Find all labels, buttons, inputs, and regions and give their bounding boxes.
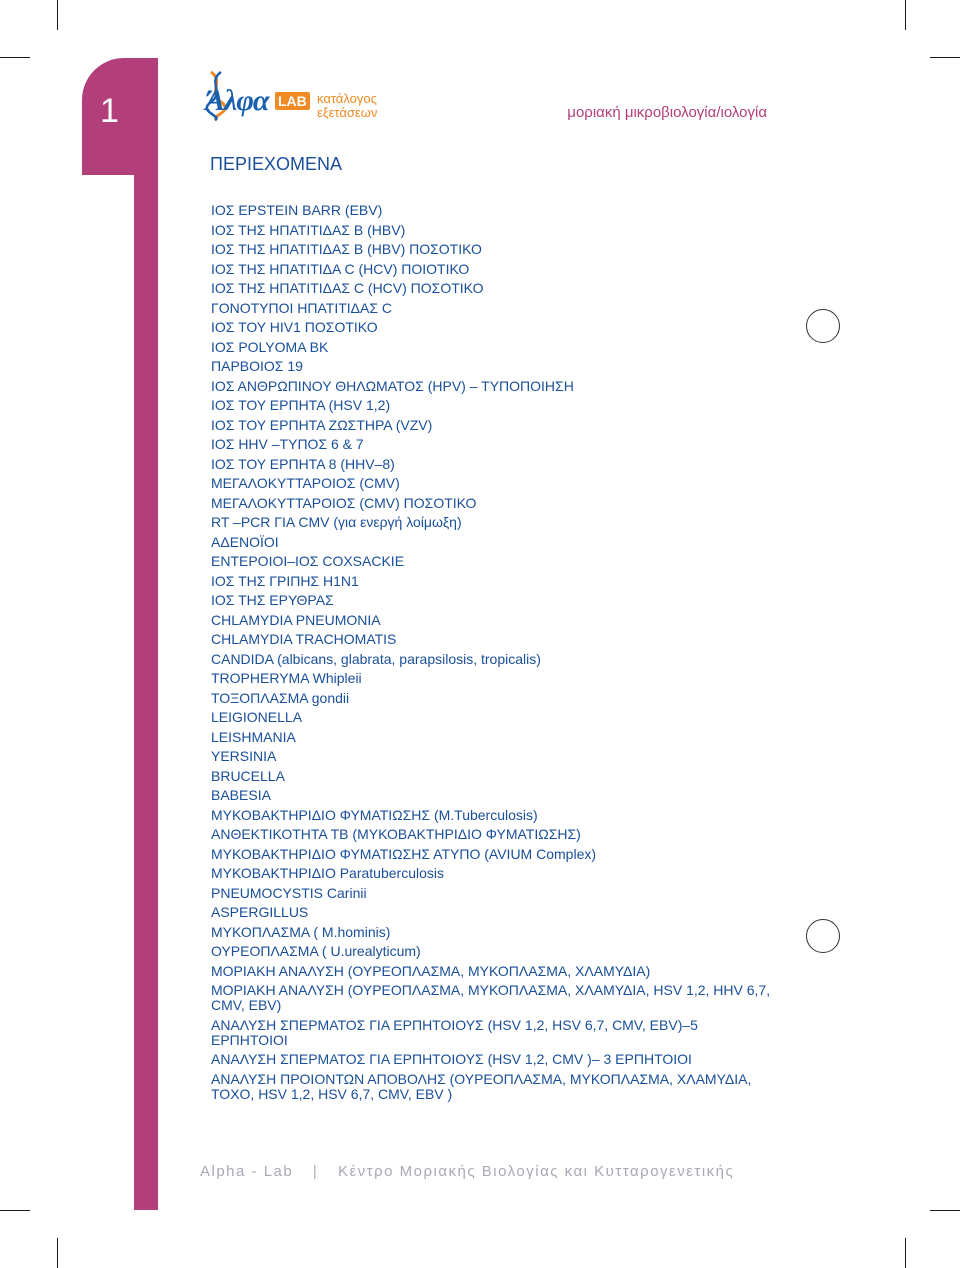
crop-mark — [905, 1238, 906, 1268]
contents-item: ΓΟΝΟΤΥΠΟΙ ΗΠΑΤΙΤΙΔΑΣ C — [211, 299, 393, 316]
contents-item: BRUCELLA — [211, 767, 285, 784]
footer-company: Alpha - Lab — [200, 1163, 294, 1180]
contents-item: CHLAMYDIA PNEUMONIA — [211, 611, 381, 628]
contents-item: LEIGIONELLA — [211, 709, 303, 725]
contents-list — [211, 203, 771, 1106]
contents-item: ΜΟΡΙΑΚΗ ΑΝΑΛΥΣΗ (ΟΥΡΕΟΠΛΑΣΜΑ, ΜΥΚΟΠΛΑΣΜΑ, ΧΛΑΜΥΔΙΑ) — [211, 962, 651, 979]
logo-tagline-line1: κατάλογος — [317, 91, 377, 106]
alpha-lab-logo — [205, 70, 395, 122]
contents-item: ΜΥΚΟΠΛΑΣΜΑ ( M.hominis) — [211, 923, 391, 940]
crop-mark — [0, 57, 30, 58]
crop-mark — [930, 57, 960, 58]
crop-mark — [905, 0, 906, 30]
contents-item: ΙΟΣ ΤΗΣ ΗΠΑΤΙΤΙΔΑΣ C (HCV) ΠΟΣΟΤΙΚΟ — [211, 280, 484, 296]
contents-item: ΙΟΣ ΤΗΣ ΓΡΙΠΗΣ H1N1 — [211, 572, 359, 589]
contents-item: ΑΝΘΕΚΤΙΚΟΤΗΤΑ ΤΒ (ΜΥΚΟΒΑΚΤΗΡΙΔΙΟ ΦΥΜΑΤΙΩΣΗΣ) — [211, 826, 581, 842]
contents-item: PNEUMOCYSTIS Carinii — [211, 884, 367, 901]
contents-item: ΑΝΑΛΥΣΗ ΣΠΕΡΜΑΤΟΣ ΓΙΑ ΕΡΠΗΤΟΙΟΥΣ (HSV 1,2, HSV 6,7, CMV, EBV)–5 ΕΡΠΗΤΟΙΟΙ — [211, 1016, 698, 1048]
logo-lab-badge: LAB — [275, 92, 310, 110]
contents-item: ΑΝΑΛΥΣΗ ΠΡΟΙΟΝΤΩΝ ΑΠΟΒΟΛΗΣ (ΟΥΡΕΟΠΛΑΣΜΑ, ΜΥΚΟΠΛΑΣΜΑ, ΧΛΑΜΥΔΙΑ, ΤΟΧΟ, HSV 1,2, HSV 6,7, CMV, EBV ) — [211, 1070, 752, 1102]
contents-item: ΙΟΣ ΤΟΥ ΕΡΠΗΤΑ 8 (HHV–8) — [211, 455, 395, 472]
binder-hole — [806, 309, 840, 343]
logo-tagline — [317, 92, 377, 120]
contents-title: ΠΕΡΙΕΧΟΜΕΝΑ — [210, 154, 343, 174]
contents-item: ΙΟΣ ΤΗΣ ΗΠΑΤΙΤΙΔΑ C (HCV) ΠΟΙΟΤΙΚΟ — [211, 260, 470, 277]
contents-item: ΙΟΣ ΤΟΥ ΕΡΠΗΤΑ ΖΩΣΤΗΡΑ (VZV) — [211, 416, 433, 433]
contents-item: ΙΟΣ ΤΗΣ ΕΡΥΘΡΑΣ — [211, 592, 334, 608]
side-band-inner — [82, 175, 134, 1210]
footer-separator: | — [312, 1163, 319, 1180]
section-header: μοριακή μικροβιολογία/ιολογία — [567, 104, 767, 121]
contents-item: ΙΟΣ POLYOMA BK — [211, 338, 329, 355]
crop-mark — [57, 1238, 58, 1268]
contents-item: CANDIDA (albicans, glabrata, parapsilosis, tropicalis) — [211, 650, 541, 667]
contents-item: ΙΟΣ EPSTEIN BARR (EBV) — [211, 202, 383, 218]
page-number: 1 — [100, 92, 119, 130]
crop-mark — [57, 0, 58, 30]
contents-item: ΜΥΚΟΒΑΚΤΗΡΙΔΙΟ ΦΥΜΑΤΙΩΣΗΣ (M.Tuberculosis) — [211, 806, 538, 823]
contents-item: ASPERGILLUS — [211, 904, 309, 920]
contents-item: ΑΝΑΛΥΣΗ ΣΠΕΡΜΑΤΟΣ ΓΙΑ ΕΡΠΗΤΟΙΟΥΣ (HSV 1,2, CMV )– 3 ΕΡΠΗΤΟΙΟΙ — [211, 1051, 692, 1067]
contents-item: ΜΥΚΟΒΑΚΤΗΡΙΔΙΟ Paratuberculosis — [211, 865, 444, 881]
contents-item: YERSINIA — [211, 748, 277, 764]
footer — [200, 1163, 734, 1180]
crop-mark — [930, 1210, 960, 1211]
crop-mark — [0, 1210, 30, 1211]
contents-item: ΤΟΞΟΠΛΑΣΜΑ gondii — [211, 689, 350, 706]
logo-tagline-line2: εξετάσεων — [317, 105, 378, 120]
contents-item: ΑΔΕΝΟΪΟΙ — [211, 533, 279, 550]
contents-item: ΙΟΣ ΤΟΥ HIV1 ΠΟΣΟΤΙΚΟ — [211, 319, 378, 335]
contents-item: ΙΟΣ ΤΗΣ ΗΠΑΤΙΤΙΔΑΣ Β (HBV) — [211, 221, 406, 238]
contents-item: ΠΑΡΒΟΙΟΣ 19 — [211, 358, 303, 374]
contents-item: ΜΕΓΑΛΟΚΥΤΤΑΡΟΙΟΣ (CMV) ΠΟΣΟΤΙΚΟ — [211, 494, 477, 511]
contents-item: ΙΟΣ ΤΗΣ ΗΠΑΤΙΤΙΔΑΣ Β (HBV) ΠΟΣΟΤΙΚΟ — [211, 241, 482, 257]
contents-item: ΙΟΣ ΑΝΘΡΩΠΙΝΟΥ ΘΗΛΩΜΑΤΟΣ (HPV) – ΤΥΠΟΠΟΙΗΣΗ — [211, 377, 574, 394]
footer-subtitle: Κέντρο Μοριακής Βιολογίας και Κυτταρογενετικής — [337, 1163, 735, 1180]
contents-item: ΙΟΣ ΤΟΥ ΕΡΠΗΤΑ (HSV 1,2) — [211, 397, 391, 413]
contents-item: CHLAMYDIA TRACHOMATIS — [211, 631, 397, 647]
contents-item: ΙΟΣ HHV –ΤΥΠΟΣ 6 & 7 — [211, 436, 364, 452]
contents-item: BABESIA — [211, 787, 271, 803]
contents-item: ΕΝΤΕΡΟΙΟΙ–ΙΟΣ COXSACKIE — [211, 553, 405, 569]
contents-item: TROPHERYMA Whipleii — [211, 670, 362, 686]
contents-item: ΜΕΓΑΛΟΚΥΤΤΑΡΟΙΟΣ (CMV) — [211, 475, 400, 491]
contents-item: ΟΥΡΕΟΠΛΑΣΜΑ ( U.urealyticum) — [211, 943, 421, 959]
binder-hole — [806, 919, 840, 953]
contents-item: ΜΥΚΟΒΑΚΤΗΡΙΔΙΟ ΦΥΜΑΤΙΩΣΗΣ ΑΤΥΠΟ (AVIUM Complex) — [211, 845, 597, 862]
contents-item: RT –PCR ΓΙΑ CMV (για ενεργή λοίμωξη) — [211, 514, 462, 530]
contents-item: LEISHMANIA — [211, 728, 296, 745]
logo-brand: Άλφα — [205, 84, 269, 117]
contents-item: ΜΟΡΙΑΚΗ ΑΝΑΛΥΣΗ (ΟΥΡΕΟΠΛΑΣΜΑ, ΜΥΚΟΠΛΑΣΜΑ, ΧΛΑΜΥΔΙΑ, HSV 1,2, HHV 6,7, CMV, EBV) — [211, 982, 771, 1013]
